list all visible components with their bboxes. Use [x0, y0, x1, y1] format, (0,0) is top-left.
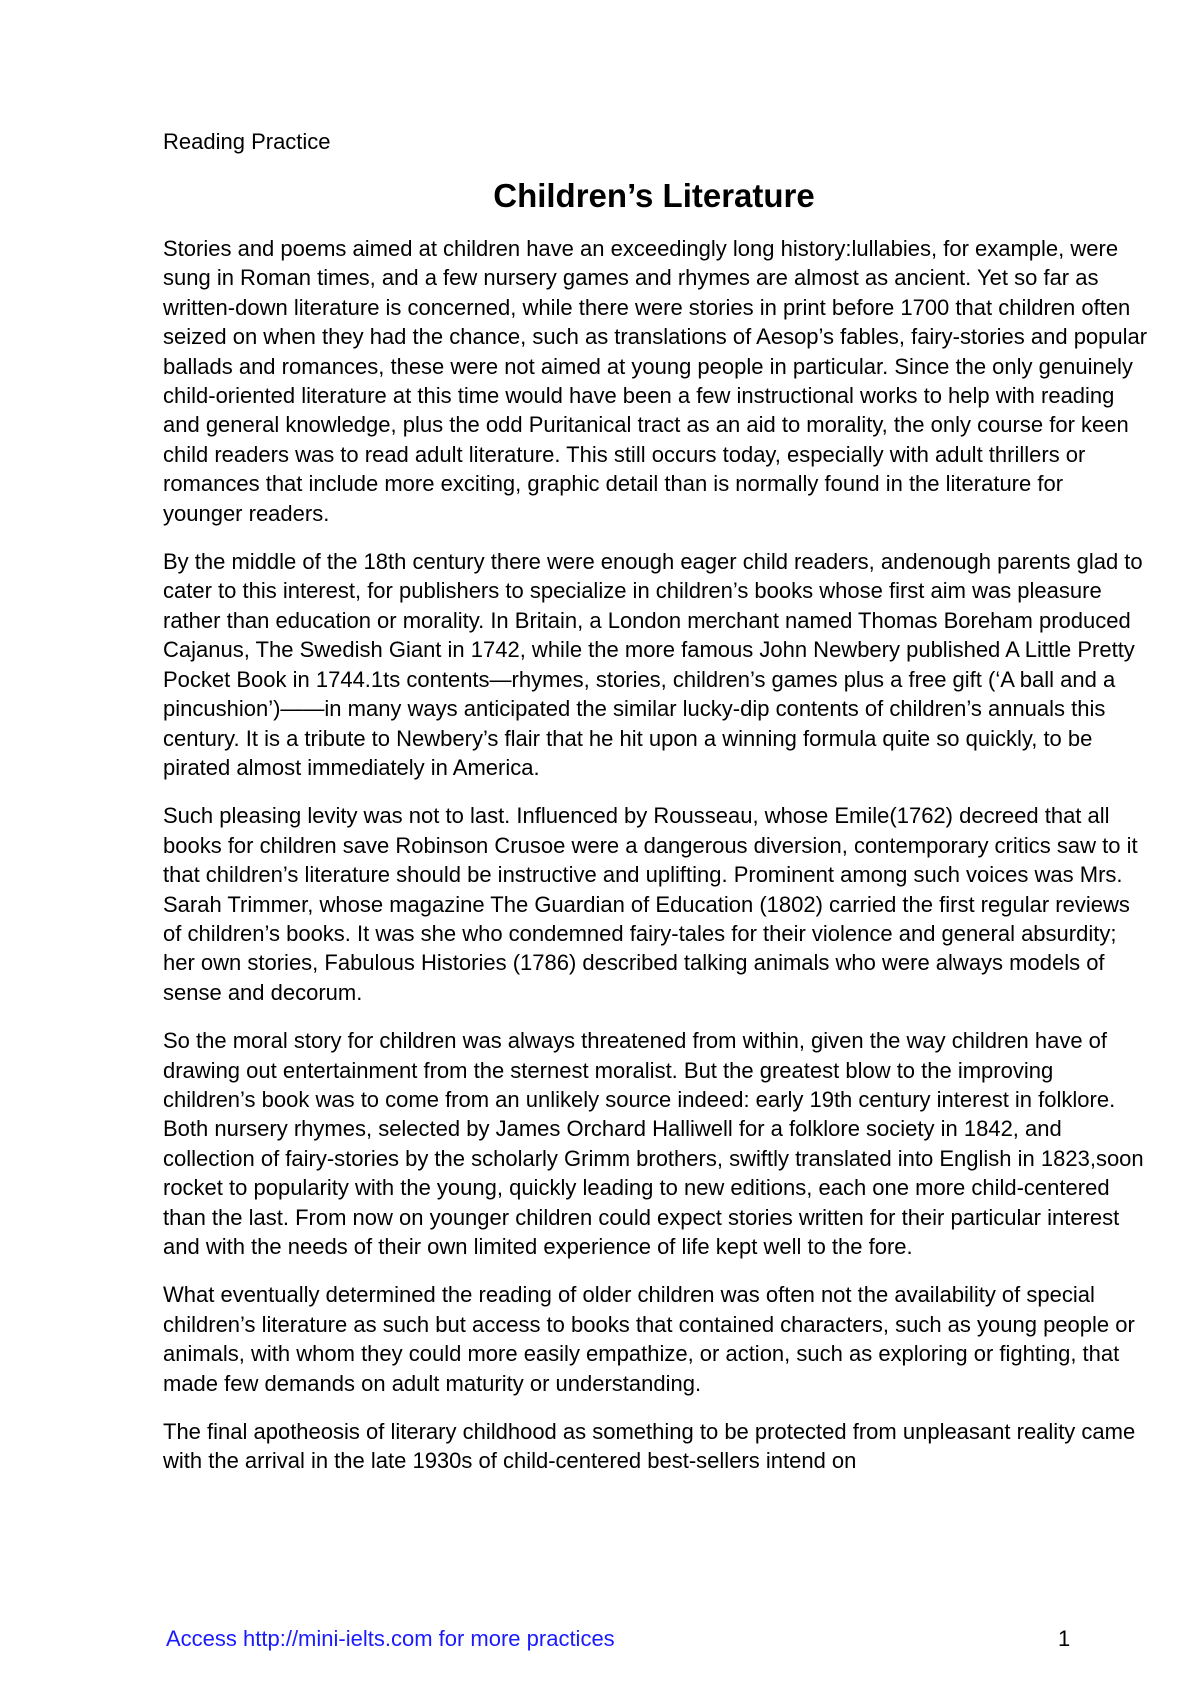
header-label: Reading Practice — [163, 129, 331, 154]
footer-link[interactable]: Access http://mini-ielts.com for more practices — [166, 1626, 615, 1651]
paragraph-5: What eventually determined the reading of older children was often not the availability of special children’s literature as such but access to books that contained characters, such as young people or animals, with whom they could more easily empathize, or action, such as exploring or fighting, that made few demands on adult maturity or understanding. — [163, 1282, 1135, 1396]
page-number: 1 — [1058, 1626, 1071, 1651]
paragraph-2: By the middle of the 18th century there were enough eager child readers, andenough parents glad to cater to this interest, for publishers to specialize in children’s books whose first aim was pleasure rather than education or morality. In Britain, a London merchant named Thomas Boreham produced Cajanus, The Swedish Giant in 1742, while the more famous John Newbery published A Little Pretty Pocket Book in 1744.1ts contents—rhymes, stories, children’s games plus a free gift (‘A ball and a pincushion’)——in many ways anticipated the similar lucky-dip contents of children’s annuals this century. It is a tribute to Newbery’s flair that he hit upon a winning formula quite so quickly, to be pirated almost immediately in America. — [163, 549, 1143, 780]
paragraph-1: Stories and poems aimed at children have an exceedingly long history:lullabies, for example, were sung in Roman times, and a few nursery games and rhymes are almost as ancient. Yet so far as written-down literature is concerned, while there were stories in print before 1700 that children often seized on when they had the chance, such as translations of Aesop’s fables, fairy-stories and popular ballads and romances, these were not aimed at young people in particular. Since the only genuinely child-oriented literature at this time would have been a few instructional works to help with reading and general knowledge, plus the odd Puritanical tract as an aid to morality, the only course for keen child readers was to read adult literature. This still occurs today, especially with adult thrillers or romances that include more exciting, graphic detail than is normally found in the literature for younger readers. — [163, 236, 1148, 526]
paragraph-4: So the moral story for children was always threatened from within, given the way children have of drawing out entertainment from the sternest moralist. But the greatest blow to the improving children’s book was to come from an unlikely source indeed: early 19th century interest in folklore. Both nursery rhymes, selected by James Orchard Halliwell for a folklore society in 1842, and collection of fairy-stories by the scholarly Grimm brothers, swiftly translated into English in 1823,soon rocket to popularity with the young, quickly leading to new editions, each one more child-centered than the last. From now on younger children could expect stories written for their particular interest and with the needs of their own limited experience of life kept well to the fore. — [163, 1028, 1144, 1259]
paragraph-3: Such pleasing levity was not to last. Influenced by Rousseau, whose Emile(1762) decreed that all books for children save Robinson Crusoe were a dangerous diversion, contemporary critics saw to it that children’s literature should be instructive and uplifting. Prominent among such voices was Mrs. Sarah Trimmer, whose magazine The Guardian of Education (1802) carried the first regular reviews of children’s books. It was she who condemned fairy-tales for their violence and general absurdity; her own stories, Fabulous Histories (1786) described talking animals who were always models of sense and decorum. — [163, 803, 1138, 1005]
page-title: Children’s Literature — [493, 177, 815, 214]
article-body — [163, 234, 1148, 1495]
paragraph-6: The final apotheosis of literary childhood as something to be protected from unpleasant reality came with the arrival in the late 1930s of child-centered best-sellers intend on — [163, 1419, 1136, 1474]
